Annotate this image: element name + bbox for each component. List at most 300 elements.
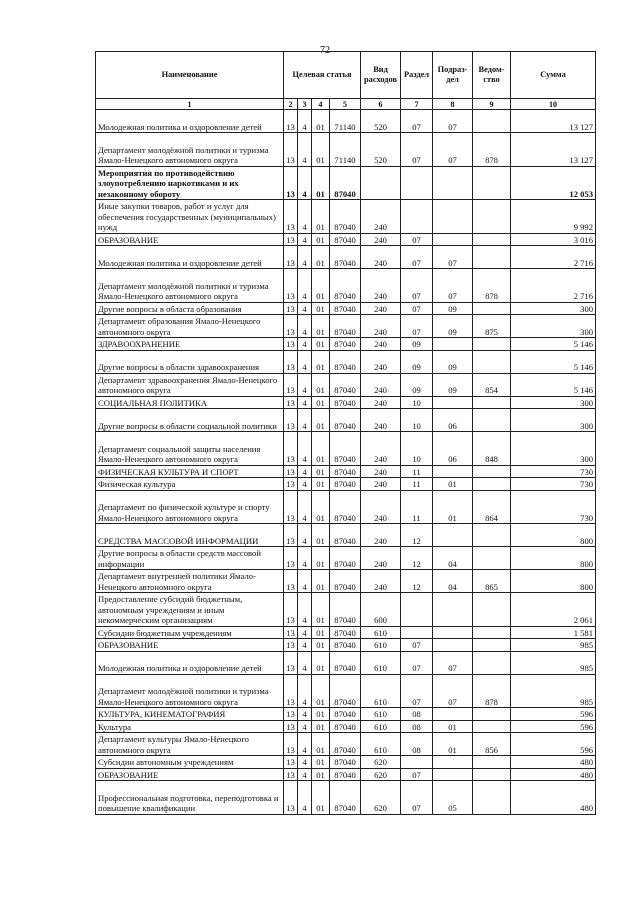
target-article-part3: 01 xyxy=(312,396,330,409)
table-row xyxy=(96,350,596,373)
section-cell: 08 xyxy=(401,720,433,733)
column-number: 9 xyxy=(473,99,511,110)
target-article-part1: 13 xyxy=(284,756,298,769)
row-name: Субсидии автономным учреждениям xyxy=(96,756,284,769)
header-target-article: Целевая статья xyxy=(284,52,361,99)
expense-type-cell: 240 xyxy=(361,524,401,547)
expense-type-cell: 240 xyxy=(361,233,401,246)
target-article-part3: 01 xyxy=(312,302,330,315)
table-row xyxy=(96,626,596,639)
table-row xyxy=(96,708,596,721)
sum-cell: 2 061 xyxy=(511,593,596,627)
department-cell xyxy=(473,651,511,674)
target-article-part3: 01 xyxy=(312,478,330,491)
department-cell xyxy=(473,200,511,234)
budget-table xyxy=(95,51,596,815)
sum-cell: 800 xyxy=(511,547,596,570)
row-name: Мероприятия по противодействию злоупотреблению наркотиками и их незаконному обороту xyxy=(96,166,284,200)
expense-type-cell: 610 xyxy=(361,720,401,733)
target-article-part2: 4 xyxy=(298,200,312,234)
table-row xyxy=(96,490,596,524)
table-row xyxy=(96,674,596,708)
department-cell xyxy=(473,639,511,652)
table-row xyxy=(96,233,596,246)
expense-type-cell: 240 xyxy=(361,246,401,269)
row-name: Культура xyxy=(96,720,284,733)
table-row xyxy=(96,269,596,303)
target-article-part1: 13 xyxy=(284,200,298,234)
target-article-part4: 87040 xyxy=(330,396,361,409)
subsection-cell xyxy=(433,338,473,351)
department-cell xyxy=(473,110,511,133)
column-number: 7 xyxy=(401,99,433,110)
column-number: 5 xyxy=(330,99,361,110)
subsection-cell xyxy=(433,708,473,721)
target-article-part3: 01 xyxy=(312,626,330,639)
department-cell: 865 xyxy=(473,570,511,593)
target-article-part4: 87040 xyxy=(330,166,361,200)
column-number: 2 xyxy=(284,99,298,110)
row-name: Другие вопросы в области здравоохранения xyxy=(96,350,284,373)
target-article-part4: 87040 xyxy=(330,478,361,491)
header-department: Ведом-ство xyxy=(473,52,511,99)
subsection-cell: 04 xyxy=(433,547,473,570)
expense-type-cell: 520 xyxy=(361,110,401,133)
target-article-part2: 4 xyxy=(298,478,312,491)
section-cell: 07 xyxy=(401,639,433,652)
sum-cell: 5 146 xyxy=(511,350,596,373)
table-row xyxy=(96,373,596,396)
department-cell: 878 xyxy=(473,133,511,167)
target-article-part1: 13 xyxy=(284,639,298,652)
target-article-part2: 4 xyxy=(298,720,312,733)
target-article-part1: 13 xyxy=(284,166,298,200)
section-cell: 10 xyxy=(401,409,433,432)
table-row xyxy=(96,781,596,815)
department-cell xyxy=(473,338,511,351)
target-article-part3: 01 xyxy=(312,233,330,246)
row-name: Профессиональная подготовка, переподготовка и повышение квалификации xyxy=(96,781,284,815)
section-cell: 09 xyxy=(401,350,433,373)
department-cell: 856 xyxy=(473,733,511,756)
section-cell: 12 xyxy=(401,547,433,570)
target-article-part3: 01 xyxy=(312,315,330,338)
row-name: Молодежная политика и оздоровление детей xyxy=(96,110,284,133)
expense-type-cell: 240 xyxy=(361,350,401,373)
target-article-part2: 4 xyxy=(298,524,312,547)
target-article-part2: 4 xyxy=(298,465,312,478)
subsection-cell: 07 xyxy=(433,651,473,674)
header-expense-type: Вид расходов xyxy=(361,52,401,99)
section-cell xyxy=(401,166,433,200)
section-cell: 11 xyxy=(401,490,433,524)
target-article-part4: 87040 xyxy=(330,547,361,570)
row-name: Молодежная политика и оздоровление детей xyxy=(96,246,284,269)
target-article-part1: 13 xyxy=(284,432,298,466)
subsection-cell: 01 xyxy=(433,720,473,733)
sum-cell: 730 xyxy=(511,490,596,524)
section-cell xyxy=(401,756,433,769)
subsection-cell: 07 xyxy=(433,674,473,708)
target-article-part2: 4 xyxy=(298,781,312,815)
subsection-cell xyxy=(433,768,473,781)
expense-type-cell: 240 xyxy=(361,373,401,396)
table-row xyxy=(96,756,596,769)
department-cell xyxy=(473,720,511,733)
department-cell xyxy=(473,768,511,781)
target-article-part1: 13 xyxy=(284,110,298,133)
row-name: ОБРАЗОВАНИЕ xyxy=(96,233,284,246)
expense-type-cell: 610 xyxy=(361,651,401,674)
target-article-part3: 01 xyxy=(312,524,330,547)
header-name: Наименование xyxy=(96,52,284,99)
section-cell: 07 xyxy=(401,110,433,133)
target-article-part3: 01 xyxy=(312,720,330,733)
table-row xyxy=(96,570,596,593)
expense-type-cell: 240 xyxy=(361,409,401,432)
target-article-part2: 4 xyxy=(298,490,312,524)
sum-cell: 480 xyxy=(511,781,596,815)
target-article-part4: 87040 xyxy=(330,733,361,756)
department-cell xyxy=(473,626,511,639)
table-row xyxy=(96,524,596,547)
expense-type-cell: 240 xyxy=(361,432,401,466)
section-cell: 11 xyxy=(401,478,433,491)
target-article-part2: 4 xyxy=(298,570,312,593)
subsection-cell: 09 xyxy=(433,302,473,315)
expense-type-cell: 240 xyxy=(361,302,401,315)
target-article-part2: 4 xyxy=(298,315,312,338)
page-number: 72 xyxy=(320,45,330,56)
section-cell: 12 xyxy=(401,570,433,593)
sum-cell: 300 xyxy=(511,432,596,466)
department-cell: 854 xyxy=(473,373,511,396)
expense-type-cell xyxy=(361,166,401,200)
target-article-part3: 01 xyxy=(312,338,330,351)
row-name: Департамент по физической культуре и спорту Ямало-Ненецкого автономного округа xyxy=(96,490,284,524)
target-article-part2: 4 xyxy=(298,626,312,639)
section-cell: 07 xyxy=(401,674,433,708)
target-article-part1: 13 xyxy=(284,708,298,721)
target-article-part3: 01 xyxy=(312,432,330,466)
target-article-part2: 4 xyxy=(298,651,312,674)
subsection-cell: 01 xyxy=(433,733,473,756)
target-article-part3: 01 xyxy=(312,708,330,721)
target-article-part4: 87040 xyxy=(330,524,361,547)
target-article-part2: 4 xyxy=(298,338,312,351)
target-article-part4: 87040 xyxy=(330,315,361,338)
target-article-part1: 13 xyxy=(284,720,298,733)
department-cell xyxy=(473,350,511,373)
subsection-cell xyxy=(433,200,473,234)
target-article-part4: 87040 xyxy=(330,373,361,396)
row-name: Другие вопросы в областа образования xyxy=(96,302,284,315)
department-cell: 864 xyxy=(473,490,511,524)
target-article-part2: 4 xyxy=(298,233,312,246)
subsection-cell: 01 xyxy=(433,478,473,491)
department-cell: 878 xyxy=(473,674,511,708)
sum-cell: 985 xyxy=(511,639,596,652)
subsection-cell: 07 xyxy=(433,246,473,269)
table-row xyxy=(96,478,596,491)
row-name: Департамент образования Ямало-Ненецкого автономного округа xyxy=(96,315,284,338)
target-article-part1: 13 xyxy=(284,626,298,639)
sum-cell: 300 xyxy=(511,315,596,338)
sum-cell: 300 xyxy=(511,396,596,409)
expense-type-cell: 610 xyxy=(361,674,401,708)
target-article-part2: 4 xyxy=(298,350,312,373)
table-row xyxy=(96,200,596,234)
sum-cell: 596 xyxy=(511,708,596,721)
department-cell: 878 xyxy=(473,269,511,303)
table-row xyxy=(96,639,596,652)
subsection-cell xyxy=(433,233,473,246)
target-article-part1: 13 xyxy=(284,768,298,781)
row-name: ФИЗИЧЕСКАЯ КУЛЬТУРА И СПОРТ xyxy=(96,465,284,478)
target-article-part2: 4 xyxy=(298,373,312,396)
target-article-part1: 13 xyxy=(284,269,298,303)
target-article-part2: 4 xyxy=(298,166,312,200)
sum-cell: 985 xyxy=(511,674,596,708)
table-row xyxy=(96,315,596,338)
sum-cell: 13 127 xyxy=(511,133,596,167)
sum-cell: 300 xyxy=(511,409,596,432)
section-cell: 07 xyxy=(401,246,433,269)
section-cell xyxy=(401,200,433,234)
expense-type-cell: 240 xyxy=(361,396,401,409)
target-article-part4: 71140 xyxy=(330,133,361,167)
target-article-part1: 13 xyxy=(284,651,298,674)
target-article-part4: 87040 xyxy=(330,651,361,674)
section-cell xyxy=(401,593,433,627)
target-article-part3: 01 xyxy=(312,409,330,432)
target-article-part1: 13 xyxy=(284,246,298,269)
target-article-part3: 01 xyxy=(312,110,330,133)
sum-cell: 2 716 xyxy=(511,246,596,269)
row-name: Департамент социальной защиты населения Ямало-Ненецкого автономного округа xyxy=(96,432,284,466)
subsection-cell xyxy=(433,593,473,627)
target-article-part1: 13 xyxy=(284,409,298,432)
table-row xyxy=(96,720,596,733)
target-article-part4: 87040 xyxy=(330,350,361,373)
section-cell: 09 xyxy=(401,373,433,396)
table-row xyxy=(96,166,596,200)
expense-type-cell: 240 xyxy=(361,570,401,593)
target-article-part3: 01 xyxy=(312,373,330,396)
row-name: Департамент молодёжной политики и туризма Ямало-Ненецкого автономного округа xyxy=(96,269,284,303)
table-row xyxy=(96,465,596,478)
sum-cell: 13 127 xyxy=(511,110,596,133)
column-number: 1 xyxy=(96,99,284,110)
sum-cell: 12 053 xyxy=(511,166,596,200)
department-cell: 875 xyxy=(473,315,511,338)
target-article-part4: 87040 xyxy=(330,338,361,351)
subsection-cell: 09 xyxy=(433,373,473,396)
expense-type-cell: 240 xyxy=(361,490,401,524)
subsection-cell xyxy=(433,465,473,478)
sum-cell: 730 xyxy=(511,465,596,478)
target-article-part1: 13 xyxy=(284,315,298,338)
target-article-part4: 87040 xyxy=(330,639,361,652)
target-article-part2: 4 xyxy=(298,733,312,756)
sum-cell: 2 716 xyxy=(511,269,596,303)
table-row xyxy=(96,733,596,756)
column-number: 3 xyxy=(298,99,312,110)
department-cell xyxy=(473,593,511,627)
column-number: 8 xyxy=(433,99,473,110)
subsection-cell: 01 xyxy=(433,490,473,524)
table-row xyxy=(96,547,596,570)
target-article-part1: 13 xyxy=(284,133,298,167)
expense-type-cell: 520 xyxy=(361,133,401,167)
sum-cell: 596 xyxy=(511,733,596,756)
target-article-part1: 13 xyxy=(284,524,298,547)
target-article-part3: 01 xyxy=(312,651,330,674)
target-article-part4: 87040 xyxy=(330,781,361,815)
target-article-part3: 01 xyxy=(312,756,330,769)
table-row xyxy=(96,246,596,269)
target-article-part1: 13 xyxy=(284,490,298,524)
row-name: Департамент внутренней политики Ямало-Ненецкого автономного округа xyxy=(96,570,284,593)
target-article-part3: 01 xyxy=(312,200,330,234)
target-article-part2: 4 xyxy=(298,768,312,781)
row-name: ОБРАЗОВАНИЕ xyxy=(96,639,284,652)
department-cell xyxy=(473,166,511,200)
subsection-cell: 07 xyxy=(433,269,473,303)
expense-type-cell: 610 xyxy=(361,733,401,756)
target-article-part3: 01 xyxy=(312,246,330,269)
sum-cell: 9 992 xyxy=(511,200,596,234)
sum-cell: 800 xyxy=(511,524,596,547)
department-cell xyxy=(473,756,511,769)
subsection-cell xyxy=(433,626,473,639)
section-cell: 07 xyxy=(401,768,433,781)
header-section: Раздел xyxy=(401,52,433,99)
target-article-part1: 13 xyxy=(284,338,298,351)
target-article-part2: 4 xyxy=(298,432,312,466)
target-article-part4: 87040 xyxy=(330,593,361,627)
section-cell: 07 xyxy=(401,781,433,815)
expense-type-cell: 240 xyxy=(361,315,401,338)
department-cell xyxy=(473,524,511,547)
target-article-part4: 87040 xyxy=(330,302,361,315)
row-name: Субсидии бюджетным учреждениям xyxy=(96,626,284,639)
target-article-part4: 87040 xyxy=(330,409,361,432)
department-cell xyxy=(473,465,511,478)
row-name: СОЦИАЛЬНАЯ ПОЛИТИКА xyxy=(96,396,284,409)
expense-type-cell: 240 xyxy=(361,547,401,570)
row-name: ОБРАЗОВАНИЕ xyxy=(96,768,284,781)
target-article-part1: 13 xyxy=(284,233,298,246)
expense-type-cell: 620 xyxy=(361,756,401,769)
target-article-part4: 87040 xyxy=(330,674,361,708)
subsection-cell: 06 xyxy=(433,409,473,432)
row-name: ЗДРАВООХРАНЕНИЕ xyxy=(96,338,284,351)
target-article-part1: 13 xyxy=(284,547,298,570)
sum-cell: 480 xyxy=(511,768,596,781)
target-article-part4: 87040 xyxy=(330,432,361,466)
expense-type-cell: 240 xyxy=(361,338,401,351)
column-number: 6 xyxy=(361,99,401,110)
expense-type-cell: 240 xyxy=(361,478,401,491)
target-article-part3: 01 xyxy=(312,547,330,570)
target-article-part4: 87040 xyxy=(330,246,361,269)
expense-type-cell: 240 xyxy=(361,269,401,303)
sum-cell: 596 xyxy=(511,720,596,733)
expense-type-cell: 610 xyxy=(361,708,401,721)
section-cell xyxy=(401,626,433,639)
target-article-part3: 01 xyxy=(312,768,330,781)
target-article-part1: 13 xyxy=(284,593,298,627)
table-row xyxy=(96,302,596,315)
section-cell: 10 xyxy=(401,432,433,466)
target-article-part4: 87040 xyxy=(330,756,361,769)
target-article-part2: 4 xyxy=(298,639,312,652)
target-article-part3: 01 xyxy=(312,593,330,627)
target-article-part2: 4 xyxy=(298,409,312,432)
section-cell: 08 xyxy=(401,733,433,756)
section-cell: 07 xyxy=(401,133,433,167)
target-article-part1: 13 xyxy=(284,478,298,491)
target-article-part3: 01 xyxy=(312,733,330,756)
target-article-part4: 87040 xyxy=(330,269,361,303)
table-row xyxy=(96,651,596,674)
subsection-cell: 04 xyxy=(433,570,473,593)
section-cell: 10 xyxy=(401,396,433,409)
subsection-cell xyxy=(433,524,473,547)
target-article-part3: 01 xyxy=(312,350,330,373)
subsection-cell xyxy=(433,166,473,200)
sum-cell: 5 146 xyxy=(511,373,596,396)
department-cell xyxy=(473,409,511,432)
target-article-part3: 01 xyxy=(312,465,330,478)
expense-type-cell: 620 xyxy=(361,781,401,815)
section-cell: 11 xyxy=(401,465,433,478)
row-name: СРЕДСТВА МАССОВОЙ ИНФОРМАЦИИ xyxy=(96,524,284,547)
target-article-part4: 87040 xyxy=(330,768,361,781)
target-article-part4: 87040 xyxy=(330,626,361,639)
target-article-part4: 87040 xyxy=(330,233,361,246)
target-article-part2: 4 xyxy=(298,269,312,303)
table-body xyxy=(96,110,596,815)
sum-cell: 985 xyxy=(511,651,596,674)
subsection-cell: 06 xyxy=(433,432,473,466)
section-cell: 08 xyxy=(401,708,433,721)
target-article-part1: 13 xyxy=(284,350,298,373)
table-row xyxy=(96,432,596,466)
target-article-part3: 01 xyxy=(312,269,330,303)
target-article-part1: 13 xyxy=(284,781,298,815)
target-article-part2: 4 xyxy=(298,302,312,315)
section-cell: 07 xyxy=(401,269,433,303)
table-row xyxy=(96,338,596,351)
target-article-part4: 87040 xyxy=(330,570,361,593)
subsection-cell: 07 xyxy=(433,110,473,133)
target-article-part1: 13 xyxy=(284,733,298,756)
target-article-part4: 87040 xyxy=(330,200,361,234)
target-article-part3: 01 xyxy=(312,570,330,593)
section-cell: 07 xyxy=(401,302,433,315)
subsection-cell xyxy=(433,639,473,652)
column-number-row xyxy=(96,99,596,110)
department-cell xyxy=(473,396,511,409)
row-name: Департамент здравоохранения Ямало-Ненецкого автономного округа xyxy=(96,373,284,396)
target-article-part2: 4 xyxy=(298,708,312,721)
target-article-part2: 4 xyxy=(298,593,312,627)
row-name: Департамент культуры Ямало-Ненецкого автономного округа xyxy=(96,733,284,756)
target-article-part1: 13 xyxy=(284,396,298,409)
sum-cell: 5 146 xyxy=(511,338,596,351)
